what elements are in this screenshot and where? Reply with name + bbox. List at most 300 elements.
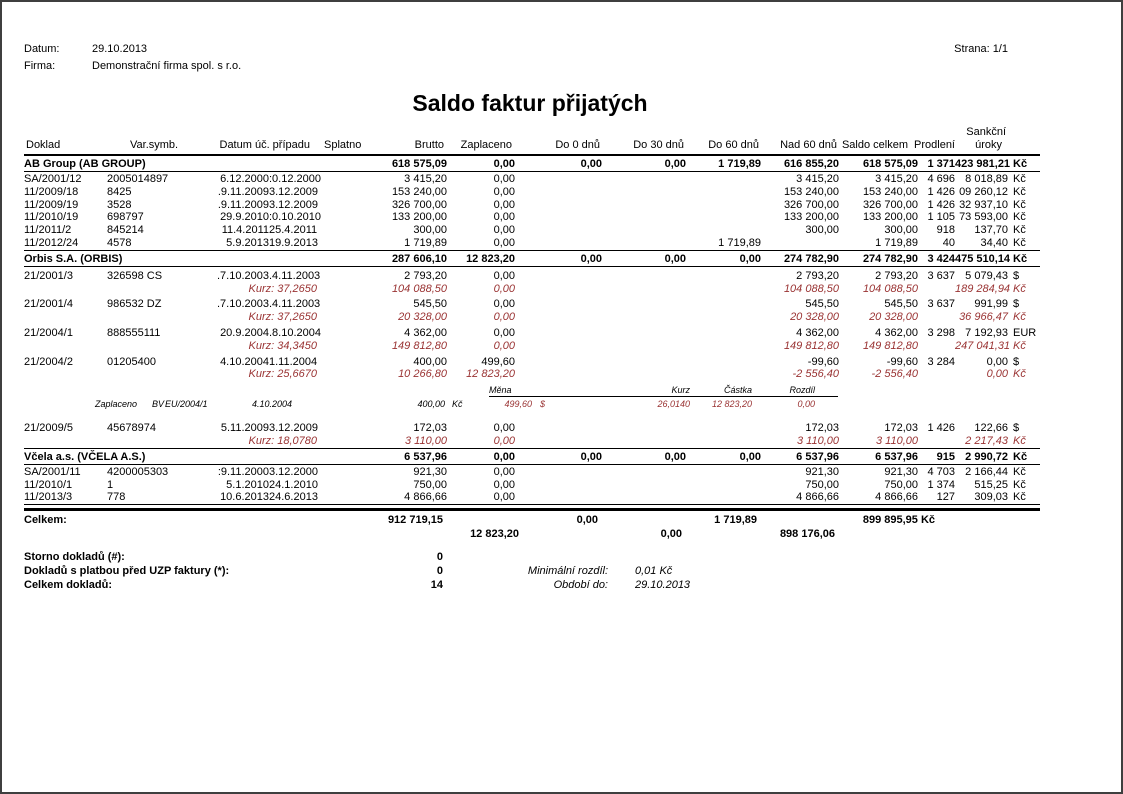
group-total-prodleni: 1 371	[927, 158, 955, 170]
cell-brutto: 545,50	[413, 298, 447, 311]
cell-zaplaceno: 0,00	[493, 434, 515, 447]
cell-datum: 11.4.2011	[221, 224, 269, 237]
table-row	[24, 298, 1040, 311]
group-name: Včela a.s. (VČELA A.S.)	[24, 450, 146, 463]
cell-brutto: 3 415,20	[404, 173, 447, 185]
cell-datum: 5.11.2009	[220, 422, 269, 435]
cell-nad60: 133 200,00	[783, 211, 839, 224]
cell-zaplaceno: 0,00	[493, 465, 515, 478]
cell-kurz: Kurz: 34,3450	[248, 339, 317, 352]
cell-brutto: 750,00	[413, 478, 447, 491]
firma-value: Demonstrační firma spol. s r.o.	[92, 60, 242, 72]
cell-varsymb: 01205400	[107, 355, 156, 368]
cell-zaplaceno: 0,00	[493, 198, 515, 211]
cell-varsymb: 45678974	[107, 422, 156, 435]
cell-nad60	[761, 237, 839, 250]
invoice-block	[24, 327, 1040, 353]
cell-datum: 5.1.2010	[226, 478, 269, 491]
cell-saldo: 104 088,50	[862, 282, 918, 295]
cell-nad60: 20 328,00	[790, 311, 839, 324]
horizontal-rule	[24, 171, 1040, 172]
cell-brutto: 10 266,80	[398, 368, 447, 381]
group-rows	[24, 270, 1040, 448]
cell-do60	[686, 479, 761, 492]
cell-zaplaceno: 12 823,20	[466, 368, 515, 381]
cell-nad60: 545,50	[805, 298, 839, 311]
cell-saldo: 545,50	[884, 298, 918, 311]
page-title: Saldo faktur přijatých	[412, 90, 648, 116]
cell-saldo: 3 415,20	[875, 173, 918, 185]
cell-prodleni: 918	[936, 224, 955, 237]
cell-datum: 6.12.2000	[220, 173, 269, 185]
subtable-rule	[489, 396, 838, 397]
group-header-row	[24, 253, 1040, 266]
group-total-do60: 1 719,89	[718, 158, 761, 170]
cell-mena: $	[1013, 269, 1020, 282]
cell-brutto: 4 866,66	[404, 491, 447, 504]
cell-doklad: 21/2004/1	[24, 326, 73, 339]
cell-saldo: 4 362,00	[875, 326, 918, 339]
group-total-do30: 0,00	[664, 252, 686, 265]
cell-do30	[602, 211, 686, 224]
cell-sankcni: 137,70	[974, 224, 1008, 237]
cell-mena: Kč	[1013, 339, 1026, 352]
cell-do0	[515, 356, 602, 369]
cell-do60	[686, 327, 761, 340]
cell-saldo: 172,03	[884, 422, 918, 435]
cell-doklad: 11/2009/19	[24, 198, 79, 211]
cell-do0	[515, 186, 602, 199]
cell-brutto: 172,03	[413, 422, 447, 435]
cell-sankcni: 7 192,93	[965, 326, 1008, 339]
header-nad60: Nad 60 dnů	[780, 139, 837, 151]
cell-mena: Kč	[1013, 211, 1026, 224]
cell-do0	[515, 422, 602, 435]
celkem-do30: 0,00	[660, 528, 682, 540]
report-table	[24, 126, 1040, 511]
cell-sankcni: 247 041,31	[955, 339, 1011, 352]
cell-do60	[686, 491, 761, 504]
cell-zaplaceno: 0,00	[493, 339, 515, 352]
invoice-block	[24, 422, 1040, 448]
cell-brutto: 1 719,89	[404, 236, 447, 249]
payment-castka-value: 12 823,20	[711, 399, 752, 410]
cell-sankcni: 0,00	[986, 355, 1008, 368]
cell-mena: Kč	[1013, 224, 1026, 237]
cell-zaplaceno: 0,00	[493, 491, 515, 504]
subheader-mena: Měna	[489, 385, 512, 396]
cell-sankcni: 515,25	[974, 478, 1008, 491]
group-total-nad60: 274 782,90	[783, 252, 839, 265]
cell-do60	[686, 186, 761, 199]
cell-brutto: 20 328,00	[398, 311, 447, 324]
table-subrow-kurz	[24, 368, 1040, 381]
cell-do0	[515, 298, 602, 311]
table-row	[24, 270, 1040, 283]
cell-brutto: 921,30	[413, 465, 447, 478]
cell-sankcni: 0,00	[986, 368, 1008, 381]
cell-do60	[686, 199, 761, 212]
header-uroky: úroky	[975, 139, 1002, 151]
cell-splatno: 3.12.2009	[269, 422, 318, 435]
cell-zaplaceno: 0,00	[493, 478, 515, 491]
cell-prodleni: 127	[936, 491, 955, 504]
cell-nad60: 104 088,50	[783, 282, 839, 295]
cell-do60	[686, 466, 761, 479]
table-row	[24, 491, 1040, 504]
subheader-rozdil: Rozdíl	[789, 385, 815, 396]
cell-saldo: 750,00	[884, 478, 918, 491]
cell-sankcni: 309,03	[974, 491, 1008, 504]
table-row	[24, 422, 1040, 435]
cell-datum: 10.6.2013	[220, 491, 269, 504]
group-name: Orbis S.A. (ORBIS)	[24, 252, 123, 265]
cell-do0	[515, 237, 602, 250]
cell-do30	[602, 224, 686, 237]
table-subrow-kurz	[24, 283, 1040, 296]
cell-datum: .9.11.2009	[217, 198, 269, 211]
header-saldo: Saldo celkem	[841, 139, 908, 151]
group-total-brutto: 618 575,09	[391, 158, 447, 170]
cell-saldo: 300,00	[884, 224, 918, 237]
group-total-brutto: 287 606,10	[391, 252, 447, 265]
cell-brutto: 133 200,00	[391, 211, 447, 224]
cell-datum: .9.11.2009	[217, 185, 269, 198]
firma-label: Firma:	[24, 60, 56, 72]
cell-do60	[686, 211, 761, 224]
cell-prodleni: 4 696	[927, 173, 955, 185]
cell-zaplaceno: 0,00	[493, 282, 515, 295]
cell-sankcni: 34,40	[980, 236, 1008, 249]
cell-doklad: 11/2013/3	[24, 491, 73, 504]
table-row	[24, 327, 1040, 340]
cell-varsymb: 888555111	[107, 326, 161, 339]
horizontal-rule	[24, 250, 1040, 251]
cell-sankcni: 8 018,89	[965, 173, 1008, 185]
cell-splatno: 24.6.2013	[269, 491, 318, 504]
group-rows	[24, 466, 1040, 504]
payment-rozdil-value: 0,00	[797, 399, 815, 410]
invoice-block	[24, 298, 1040, 324]
cell-varsymb: 2005014897	[107, 173, 169, 185]
group-total-do60: 0,00	[739, 450, 761, 463]
horizontal-rule	[24, 266, 1040, 267]
cell-zaplaceno: 0,00	[493, 236, 515, 249]
cell-nad60: 326 700,00	[783, 198, 839, 211]
cell-sankcni: 73 593,00	[959, 211, 1008, 224]
cell-doklad: 21/2001/4	[24, 298, 73, 311]
cell-sankcni: 189 284,94	[955, 282, 1011, 295]
invoice-block	[24, 356, 1040, 382]
cell-saldo: 2 793,20	[875, 269, 918, 282]
datum-value: 29.10.2013	[92, 43, 148, 55]
horizontal-rule	[24, 154, 1040, 156]
group-total-sankcni: 423 981,21	[955, 158, 1011, 170]
cell-do60	[686, 270, 761, 283]
horizontal-rule	[24, 508, 1040, 511]
group-total-do30: 0,00	[664, 158, 686, 170]
cell-zaplaceno: 0,00	[493, 224, 515, 237]
cell-do0	[515, 491, 602, 504]
cell-do60	[686, 224, 761, 237]
group-header-row	[24, 158, 1040, 171]
cell-do60	[686, 356, 761, 369]
group-total-do0: 0,00	[580, 450, 602, 463]
cell-saldo: 3 110,00	[875, 434, 918, 447]
cell-datum: :9.11.2000	[217, 465, 269, 478]
group-total-mena: Kč	[1013, 450, 1028, 463]
cell-datum: 4.10.2004	[220, 355, 269, 368]
payment-mena-currency: $	[540, 399, 546, 410]
payment-amount-currency: Kč	[452, 399, 463, 410]
cell-saldo: 20 328,00	[869, 311, 918, 324]
cell-zaplaceno: 0,00	[493, 298, 515, 311]
group-total-mena: Kč	[1013, 252, 1028, 265]
cell-varsymb: 8425	[107, 185, 132, 198]
cell-do30	[602, 270, 686, 283]
celkem-brutto: 912 719,15	[387, 514, 443, 526]
cell-saldo: 921,30	[884, 465, 918, 478]
header-prodleni: Prodlení	[914, 139, 955, 151]
cell-mena: Kč	[1013, 282, 1026, 295]
group-total-brutto: 6 537,96	[404, 450, 447, 463]
table-row	[24, 237, 1040, 250]
min-rozdil-value: 0,01 Kč	[635, 565, 673, 577]
cell-mena: Kč	[1013, 311, 1026, 324]
celkem-do0: 0,00	[576, 514, 598, 526]
obdobi-value: 29.10.2013	[635, 579, 691, 591]
cell-prodleni: 1 426	[927, 185, 955, 198]
group-total-do0: 0,00	[580, 158, 602, 170]
cell-sankcni: 09 260,12	[959, 185, 1008, 198]
cell-nad60: 4 362,00	[796, 326, 839, 339]
cell-brutto: 326 700,00	[391, 198, 447, 211]
cell-mena: Kč	[1013, 198, 1026, 211]
cell-splatno: :0.12.2000	[269, 173, 321, 185]
header-datum: Datum úč. případu	[219, 139, 310, 151]
cell-splatno: 25.4.2011	[269, 224, 318, 237]
cell-do30	[602, 237, 686, 250]
cell-do30	[602, 327, 686, 340]
cell-splatno: :0.10.2010	[269, 211, 321, 224]
header-doklad: Doklad	[26, 139, 61, 151]
payment-kurz-value: 26,0140	[657, 399, 690, 410]
cell-doklad: 21/2004/2	[24, 355, 73, 368]
cell-prodleni: 3 284	[927, 355, 955, 368]
group-total-nad60: 6 537,96	[796, 450, 839, 463]
cell-nad60: 149 812,80	[783, 339, 839, 352]
cell-brutto: 400,00	[413, 355, 447, 368]
count-value: 14	[430, 579, 443, 591]
subheader-castka: Částka	[723, 385, 752, 396]
header-splatno: Splatno	[324, 139, 362, 151]
cell-zaplaceno: 0,00	[493, 326, 515, 339]
celkem-nad60: 898 176,06	[779, 528, 835, 540]
cell-do0	[515, 224, 602, 237]
cell-kurz: Kurz: 37,2650	[248, 282, 317, 295]
cell-kurz: Kurz: 25,6670	[248, 368, 317, 381]
cell-mena: Kč	[1013, 185, 1026, 198]
cell-do0	[515, 270, 602, 283]
celkem-zaplaceno: 12 823,20	[470, 528, 519, 540]
cell-nad60: -99,60	[807, 355, 839, 368]
cell-nad60: 3 110,00	[796, 434, 839, 447]
header-do0: Do 0 dnů	[555, 139, 600, 151]
storno-label: Storno dokladů (#):	[24, 551, 125, 563]
cell-mena: $	[1013, 298, 1020, 311]
cell-nad60: -2 556,40	[792, 368, 839, 381]
cell-mena: $	[1013, 355, 1020, 368]
cell-prodleni: 1 374	[927, 478, 955, 491]
cell-sankcni: 991,99	[974, 298, 1008, 311]
cell-prodleni: 3 637	[927, 298, 955, 311]
obdobi-label: Období do:	[553, 579, 608, 591]
cell-sankcni: 36 966,47	[959, 311, 1008, 324]
horizontal-rule	[24, 464, 1040, 465]
cell-saldo: -99,60	[886, 355, 918, 368]
group-total-saldo: 274 782,90	[862, 252, 918, 265]
cell-zaplaceno: 0,00	[493, 269, 515, 282]
payment-subtable	[24, 385, 1040, 411]
cell-do0	[515, 466, 602, 479]
table-row	[24, 479, 1040, 492]
cell-prodleni: 40	[942, 236, 955, 249]
min-rozdil-label: Minimální rozdíl:	[527, 565, 608, 577]
table-row	[24, 356, 1040, 369]
cell-zaplaceno: 499,60	[481, 355, 515, 368]
cell-splatno: 1.11.2004	[269, 355, 318, 368]
cell-saldo: 1 719,89	[875, 236, 918, 249]
table-subrow-kurz	[24, 340, 1040, 353]
cell-sankcni: 2 166,44	[965, 465, 1008, 478]
cell-doklad: 21/2001/3	[24, 269, 73, 282]
header-sankcni: Sankční	[966, 126, 1006, 138]
payment-type: BV	[152, 399, 165, 410]
group-header-row	[24, 451, 1040, 464]
cell-doklad: SA/2001/12	[24, 173, 82, 185]
header-do60: Do 60 dnů	[708, 139, 759, 151]
cell-mena: $	[1013, 422, 1020, 435]
cell-splatno: 3.12.2009	[269, 198, 318, 211]
group-total-zaplaceno: 12 823,20	[466, 252, 515, 265]
cell-do0	[515, 479, 602, 492]
cell-brutto: 149 812,80	[391, 339, 447, 352]
cell-mena: Kč	[1013, 491, 1026, 504]
cell-zaplaceno: 0,00	[493, 173, 515, 185]
cell-splatno: .4.11.2003	[269, 298, 321, 311]
table-subrow-kurz	[24, 311, 1040, 324]
cell-datum: 20.9.2004	[220, 326, 269, 339]
cell-saldo: -2 556,40	[871, 368, 918, 381]
cell-nad60: 153 240,00	[783, 185, 839, 198]
cell-do0	[515, 173, 602, 186]
cell-nad60: 2 793,20	[796, 269, 839, 282]
horizontal-rule	[24, 504, 1040, 505]
cell-splatno: 3.12.2009	[269, 185, 318, 198]
cell-mena: Kč	[1013, 173, 1026, 185]
table-row	[24, 466, 1040, 479]
uzp-value: 0	[436, 565, 443, 577]
cell-do60	[686, 422, 761, 435]
cell-doklad: 11/2011/2	[24, 224, 72, 237]
cell-brutto: 300,00	[413, 224, 447, 237]
payment-label: Zaplaceno	[95, 399, 138, 410]
payment-mena-value: 499,60	[504, 399, 532, 410]
cell-saldo: 149 812,80	[862, 339, 918, 352]
group-total-saldo: 618 575,09	[862, 158, 918, 170]
cell-mena: Kč	[1013, 465, 1026, 478]
table-row	[24, 199, 1040, 212]
cell-prodleni: 1 105	[927, 211, 955, 224]
cell-do30	[602, 491, 686, 504]
cell-varsymb: 3528	[107, 198, 132, 211]
uzp-label: Dokladů s platbou před UZP faktury (*):	[24, 565, 230, 577]
cell-nad60: 3 415,20	[796, 173, 839, 185]
cell-brutto: 3 110,00	[404, 434, 447, 447]
cell-doklad: SA/2001/11	[24, 465, 81, 478]
group-total-prodleni: 3 424	[927, 252, 955, 265]
cell-nad60: 172,03	[805, 422, 839, 435]
cell-do0	[515, 327, 602, 340]
payment-date: 4.10.2004	[251, 399, 292, 410]
cell-doklad: 11/2010/19	[24, 211, 79, 224]
cell-do60	[686, 298, 761, 311]
cell-varsymb: 845214	[107, 224, 144, 237]
count-label: Celkem dokladů:	[24, 579, 113, 591]
datum-label: Datum:	[24, 43, 60, 55]
cell-mena: Kč	[1013, 478, 1026, 491]
header-brutto: Brutto	[414, 139, 444, 151]
cell-varsymb: 1	[107, 478, 114, 491]
cell-prodleni: 3 298	[927, 326, 955, 339]
cell-nad60: 750,00	[805, 478, 839, 491]
group-name: AB Group (AB GROUP)	[24, 158, 146, 170]
cell-prodleni: 4 703	[927, 465, 955, 478]
cell-sankcni: 5 079,43	[965, 269, 1008, 282]
celkem-label: Celkem:	[24, 514, 67, 526]
payment-doc: EU/2004/1	[165, 399, 208, 410]
cell-varsymb: 778	[107, 491, 126, 504]
cell-sankcni: 32 937,10	[959, 198, 1008, 211]
cell-brutto: 153 240,00	[391, 185, 447, 198]
celkem-saldo: 899 895,95 Kč	[862, 514, 935, 526]
cell-mena: EUR	[1013, 326, 1037, 339]
group-total-sankcni: 2 990,72	[965, 450, 1008, 463]
table-row	[24, 224, 1040, 237]
cell-datum: .7.10.2003	[217, 269, 269, 282]
cell-zaplaceno: 0,00	[493, 211, 515, 224]
cell-splatno: .4.11.2003	[269, 269, 321, 282]
group-total-do0: 0,00	[580, 252, 602, 265]
cell-doklad: 21/2009/5	[24, 422, 73, 435]
cell-do30	[602, 356, 686, 369]
cell-kurz: Kurz: 18,0780	[248, 434, 317, 447]
cell-saldo: 153 240,00	[862, 185, 918, 198]
cell-zaplaceno: 0,00	[493, 311, 515, 324]
cell-do30	[602, 298, 686, 311]
cell-doklad: 11/2010/1	[24, 478, 73, 491]
group-total-prodleni: 915	[936, 450, 955, 463]
cell-do30	[602, 199, 686, 212]
group-total-nad60: 616 855,20	[783, 158, 839, 170]
cell-doklad: 11/2012/24	[24, 236, 79, 249]
page-number: Strana: 1/1	[954, 43, 1008, 55]
cell-varsymb: 698797	[107, 211, 144, 224]
cell-do60: 1 719,89	[718, 236, 761, 249]
subheader-kurz: Kurz	[671, 385, 690, 396]
table-header	[24, 126, 1040, 153]
table-row	[24, 173, 1040, 186]
